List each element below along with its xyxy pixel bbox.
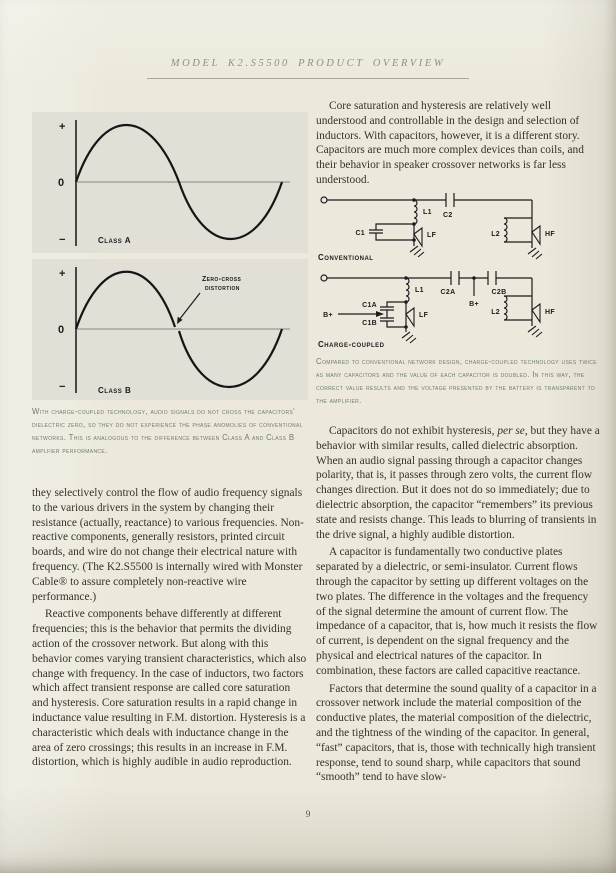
label-l1: L1	[415, 287, 424, 294]
label-c1: C1	[355, 230, 365, 237]
speaker-icon	[532, 304, 540, 322]
charge-coupled-label: Charge-coupled	[318, 340, 385, 349]
body-paragraph: Factors that determine the sound quality of a capacitor in a crossover network include the material composition of the conductive plates, the material composition of the dielectric, and the tightness of the winding of the capacitor. In general, “fast” capacitors, that is, those with technically high transient response, tend to sound sharp, while capacitors that sound “smooth” tend to have slow-	[316, 682, 597, 784]
sine-wave-first-half	[76, 272, 175, 329]
plus-label: +	[59, 268, 66, 280]
label-hf: HF	[545, 231, 555, 238]
inductor-l2-symbol	[504, 218, 507, 242]
minus-label: −	[59, 381, 66, 393]
class-a-waveform-panel	[32, 112, 308, 253]
label-b-plus-left: B+	[323, 312, 333, 319]
hf-branch-wires	[504, 200, 532, 248]
ground-icon	[402, 332, 416, 343]
input-terminal-icon	[321, 275, 327, 281]
zero-cross-arrow	[179, 293, 200, 320]
charge-coupled-circuit	[316, 264, 600, 350]
inductor-l1-symbol	[414, 200, 417, 224]
capacitor-c2-symbol	[446, 193, 454, 207]
label-c2b: C2B	[491, 289, 507, 296]
label-l1: L1	[423, 209, 432, 216]
speaker-icon	[414, 228, 422, 246]
header-rule	[147, 78, 469, 79]
waveform-figure	[32, 112, 308, 457]
body-paragraph: Core saturation and hysteresis are relatively well understood and controllable in the design and selection of inductors. With capacitors, however, it is a different story. Capacitors are much more complex devices than coils, and their behavior in speaker crossover networks is far less understood.	[316, 100, 584, 186]
plus-label: +	[59, 121, 66, 133]
speaker-icon	[406, 308, 414, 326]
per-se-post: , but they have a behavior with similar results, called dielectric absorption. When an audio signal passing through a capacitor changes polarity, that is, it passes through zero volts, the current flow changes direction. But it does not do so immediately; due to dielectric absorption, the capacitor “remembers” its previous state and resists change. This leads to blurring of transients in the drive signal, a highly audible distortion.	[316, 425, 600, 541]
capacitor-c1-branch	[369, 224, 414, 240]
running-header-title: MODEL K2.S5500 PRODUCT OVERVIEW	[170, 58, 446, 69]
capacitor-c1ab-branch	[380, 302, 406, 327]
right-body-text	[316, 424, 600, 788]
label-l2: L2	[491, 231, 500, 238]
page-number: 9	[305, 810, 311, 820]
zero-label: 0	[58, 177, 65, 189]
sine-wave-second-half	[179, 329, 282, 387]
class-b-label: Class B	[98, 386, 132, 395]
capacitor-c2a-symbol	[451, 271, 459, 285]
class-b-waveform	[32, 259, 308, 400]
body-paragraph: A capacitor is fundamentally two conductive plates separated by a dielectric, or semi-insulator. Current flows through the capacitor by setting up different voltages on the two plates. The difference in the voltages and the frequency of the signal determine the amount of current flow. The impedance of a capacitor, that is, how much it resists the flow of current, is dependent on the signal frequency and the physical and electrical natures of the capacitor. In combination, these factors are called capacitive reactance.	[316, 546, 598, 677]
inductor-l2-symbol	[504, 296, 507, 320]
label-c1b: C1B	[362, 320, 377, 327]
b-plus-arrowhead	[376, 311, 384, 317]
label-c2: C2	[443, 212, 453, 219]
waveform-figure-caption: With charge-coupled technology, audio signals do not cross the capacitors' dielectric zero, so they do not experience the phase anomolies of conventional networks. This is analogous to the difference between Class A and Class B amplfier performance.	[32, 407, 303, 455]
circuit-figure	[316, 190, 600, 407]
inductor-l1-symbol	[406, 278, 409, 302]
speaker-icon	[532, 226, 540, 244]
per-se-pre: Capacitors do not exhibit hysteresis,	[329, 425, 498, 437]
label-b-plus-mid: B+	[469, 301, 479, 308]
body-paragraph	[316, 424, 600, 542]
label-lf: LF	[427, 232, 437, 239]
ground-icon	[528, 248, 542, 259]
input-terminal-icon	[321, 197, 327, 203]
hf-branch-wires	[504, 278, 532, 326]
minus-label: −	[59, 234, 66, 246]
zero-cross-arrowhead	[177, 317, 183, 324]
label-hf: HF	[545, 309, 555, 316]
conventional-label: Conventional	[318, 253, 374, 262]
label-l2: L2	[491, 309, 500, 316]
body-paragraph: they selectively control the flow of audio frequency signals to the various drivers in the system by changing their resistance (actually, reactance) to various frequencies. Non-reactive components, generally resistors, printed circuit boards, and wire do not change their electrical nature with frequency. (The K2.S5500 is internally wired with Monster Cable® to assure completely non-reactive wire performance.)	[32, 487, 304, 603]
right-intro-text	[316, 99, 600, 191]
capacitor-c2b-symbol	[488, 271, 496, 285]
label-lf: LF	[419, 312, 429, 319]
conventional-circuit	[316, 190, 600, 262]
class-b-waveform-panel	[32, 259, 308, 400]
ground-icon	[528, 326, 542, 337]
body-paragraph: Reactive components behave differently at different frequencies; this is the behavior that permits the dividing action of the crossover network. But along with this behavior comes varying transient characteristics, which also change with frequency. In the case of inductors, two factors which affect transient response are called core saturation and hysteresis. Core saturation results in a rapid change in inductance value resulting in F.M. distortion. Hysteresis is a characteristic which deals with inductance change in the area of zero crossings; this results in an increase in F.M. distortion, which is highly audible in audio reproduction.	[32, 608, 307, 769]
zero-cross-annotation-line2: distortion	[205, 285, 240, 292]
zero-cross-annotation: Zero-cross	[202, 276, 242, 283]
circuit-figure-caption: Compared to conventional network design, charge-coupled technology uses twice as many capacitors and the value of each capacitor is doubled. In this way, the correct value results and the voltage presented by the battery is transparent to the amplifier.	[316, 357, 597, 405]
ground-icon	[410, 246, 424, 257]
label-c1a: C1A	[362, 302, 377, 309]
class-a-label: Class A	[98, 236, 131, 245]
per-se-italic: per se	[497, 425, 525, 437]
label-c2a: C2A	[440, 289, 456, 296]
class-a-waveform	[32, 112, 308, 253]
zero-label: 0	[58, 324, 65, 336]
left-body-text	[32, 486, 309, 773]
